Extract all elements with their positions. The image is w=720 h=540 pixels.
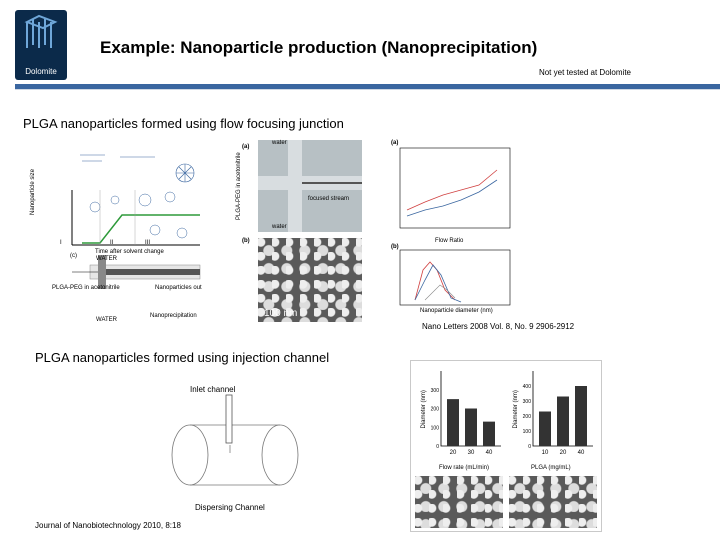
chart2-ytick-label: 200 (522, 414, 531, 420)
schematic-figure (30, 145, 210, 325)
bar-chart-figure (410, 360, 602, 532)
water-bottom-label: water (272, 224, 287, 230)
schematic-caption: Nanoprecipitation (150, 313, 197, 319)
chart2-xlabel: PLGA (mg/mL) (531, 465, 571, 471)
chart1-category-label: 30 (467, 450, 475, 456)
schematic-output-label: Nanoparticles out (155, 285, 202, 291)
chart2-ylabel: Diameter (nm) (513, 390, 519, 429)
chart2-ytick-label: 300 (522, 399, 531, 405)
section1-label: PLGA nanoparticles formed using flow focusing junction (23, 116, 344, 131)
chart1-bar (465, 409, 477, 447)
inlet-channel-label: Inlet channel (190, 385, 236, 394)
chart1-ytick-label: 200 (430, 406, 439, 413)
sem-image-flow (415, 476, 503, 528)
logo-mark-icon (15, 10, 67, 62)
citation-2: Journal of Nanobiotechnology 2010, 8:18 (35, 521, 181, 530)
page-title: Example: Nanoparticle production (Nanoprecipitation) (100, 38, 538, 57)
section2-label: PLGA nanoparticles formed using injection channel (35, 350, 330, 365)
bar-charts-svg (411, 361, 601, 471)
schematic-ylabel: Nanoparticle size (30, 168, 36, 215)
scale-bar-label: 100 nm (264, 308, 298, 319)
schematic-phase-1: I (60, 240, 62, 246)
flow-focusing-image (258, 140, 362, 232)
dispersing-channel-label: Dispersing Channel (195, 503, 265, 512)
chart1-xlabel: Flow rate (mL/min) (439, 465, 490, 471)
injection-channel-diagram (160, 385, 310, 525)
focused-stream-label: focused stream (308, 196, 350, 202)
side-label: PLGA-PEG in acetonitrile (236, 152, 242, 220)
graph-b-label: (b) (391, 244, 399, 250)
focused-stream-line (302, 182, 362, 184)
results-graphs (385, 140, 520, 320)
schematic-panel-c: (c) (70, 253, 77, 259)
panel-b-label: (b) (242, 238, 250, 244)
graph-b-xlabel: Nanoparticle diameter (nm) (420, 308, 493, 314)
chart2-bar (557, 397, 569, 447)
schematic-water-bottom: WATER (96, 317, 117, 323)
header-note: Not yet tested at Dolomite (538, 68, 631, 77)
dolomite-logo (15, 10, 67, 80)
schematic-diagram (60, 145, 210, 325)
logo-text: Dolomite (25, 67, 57, 76)
chart2-ytick-label: 0 (528, 444, 531, 450)
sem-image (258, 238, 362, 322)
chart1-ytick-label: 300 (430, 387, 439, 394)
chart2-category-label: 10 (541, 450, 549, 456)
schematic-input-label: PLGA-PEG in acetonitrile (52, 285, 120, 291)
water-top-label: water (272, 140, 287, 146)
schematic-xlabel: Time after solvent change (95, 249, 164, 255)
chart2-category-label: 20 (559, 450, 567, 456)
chart1-category-label: 20 (449, 450, 457, 456)
chart1-ytick-label: 0 (436, 444, 439, 450)
chart1-ytick-label: 100 (430, 425, 439, 432)
schematic-phase-3: III (145, 240, 151, 246)
chart2-bar (575, 386, 587, 446)
chart2-ytick-label: 100 (522, 429, 531, 435)
chart1-bar (447, 399, 459, 446)
header-rule-light (15, 89, 720, 90)
microscopy-figure (232, 140, 362, 325)
chart1-ylabel: Diameter (nm) (421, 390, 427, 429)
chart2-bar (539, 412, 551, 447)
panel-a-label: (a) (242, 144, 250, 150)
chart1-category-label: 40 (485, 450, 493, 456)
schematic-phase-2: II (110, 240, 114, 246)
graph-a-xlabel: Flow Ratio (435, 238, 464, 244)
graph-a-label: (a) (391, 140, 399, 146)
sem-image-plga (509, 476, 597, 528)
results-graphs-svg (385, 140, 520, 320)
chart1-bar (483, 422, 495, 446)
chart2-category-label: 40 (577, 450, 585, 456)
citation-1: Nano Letters 2008 Vol. 8, No. 9 2906-2912 (422, 322, 575, 331)
chart2-ytick-label: 400 (522, 384, 531, 390)
schematic-water-top: WATER (96, 256, 117, 262)
